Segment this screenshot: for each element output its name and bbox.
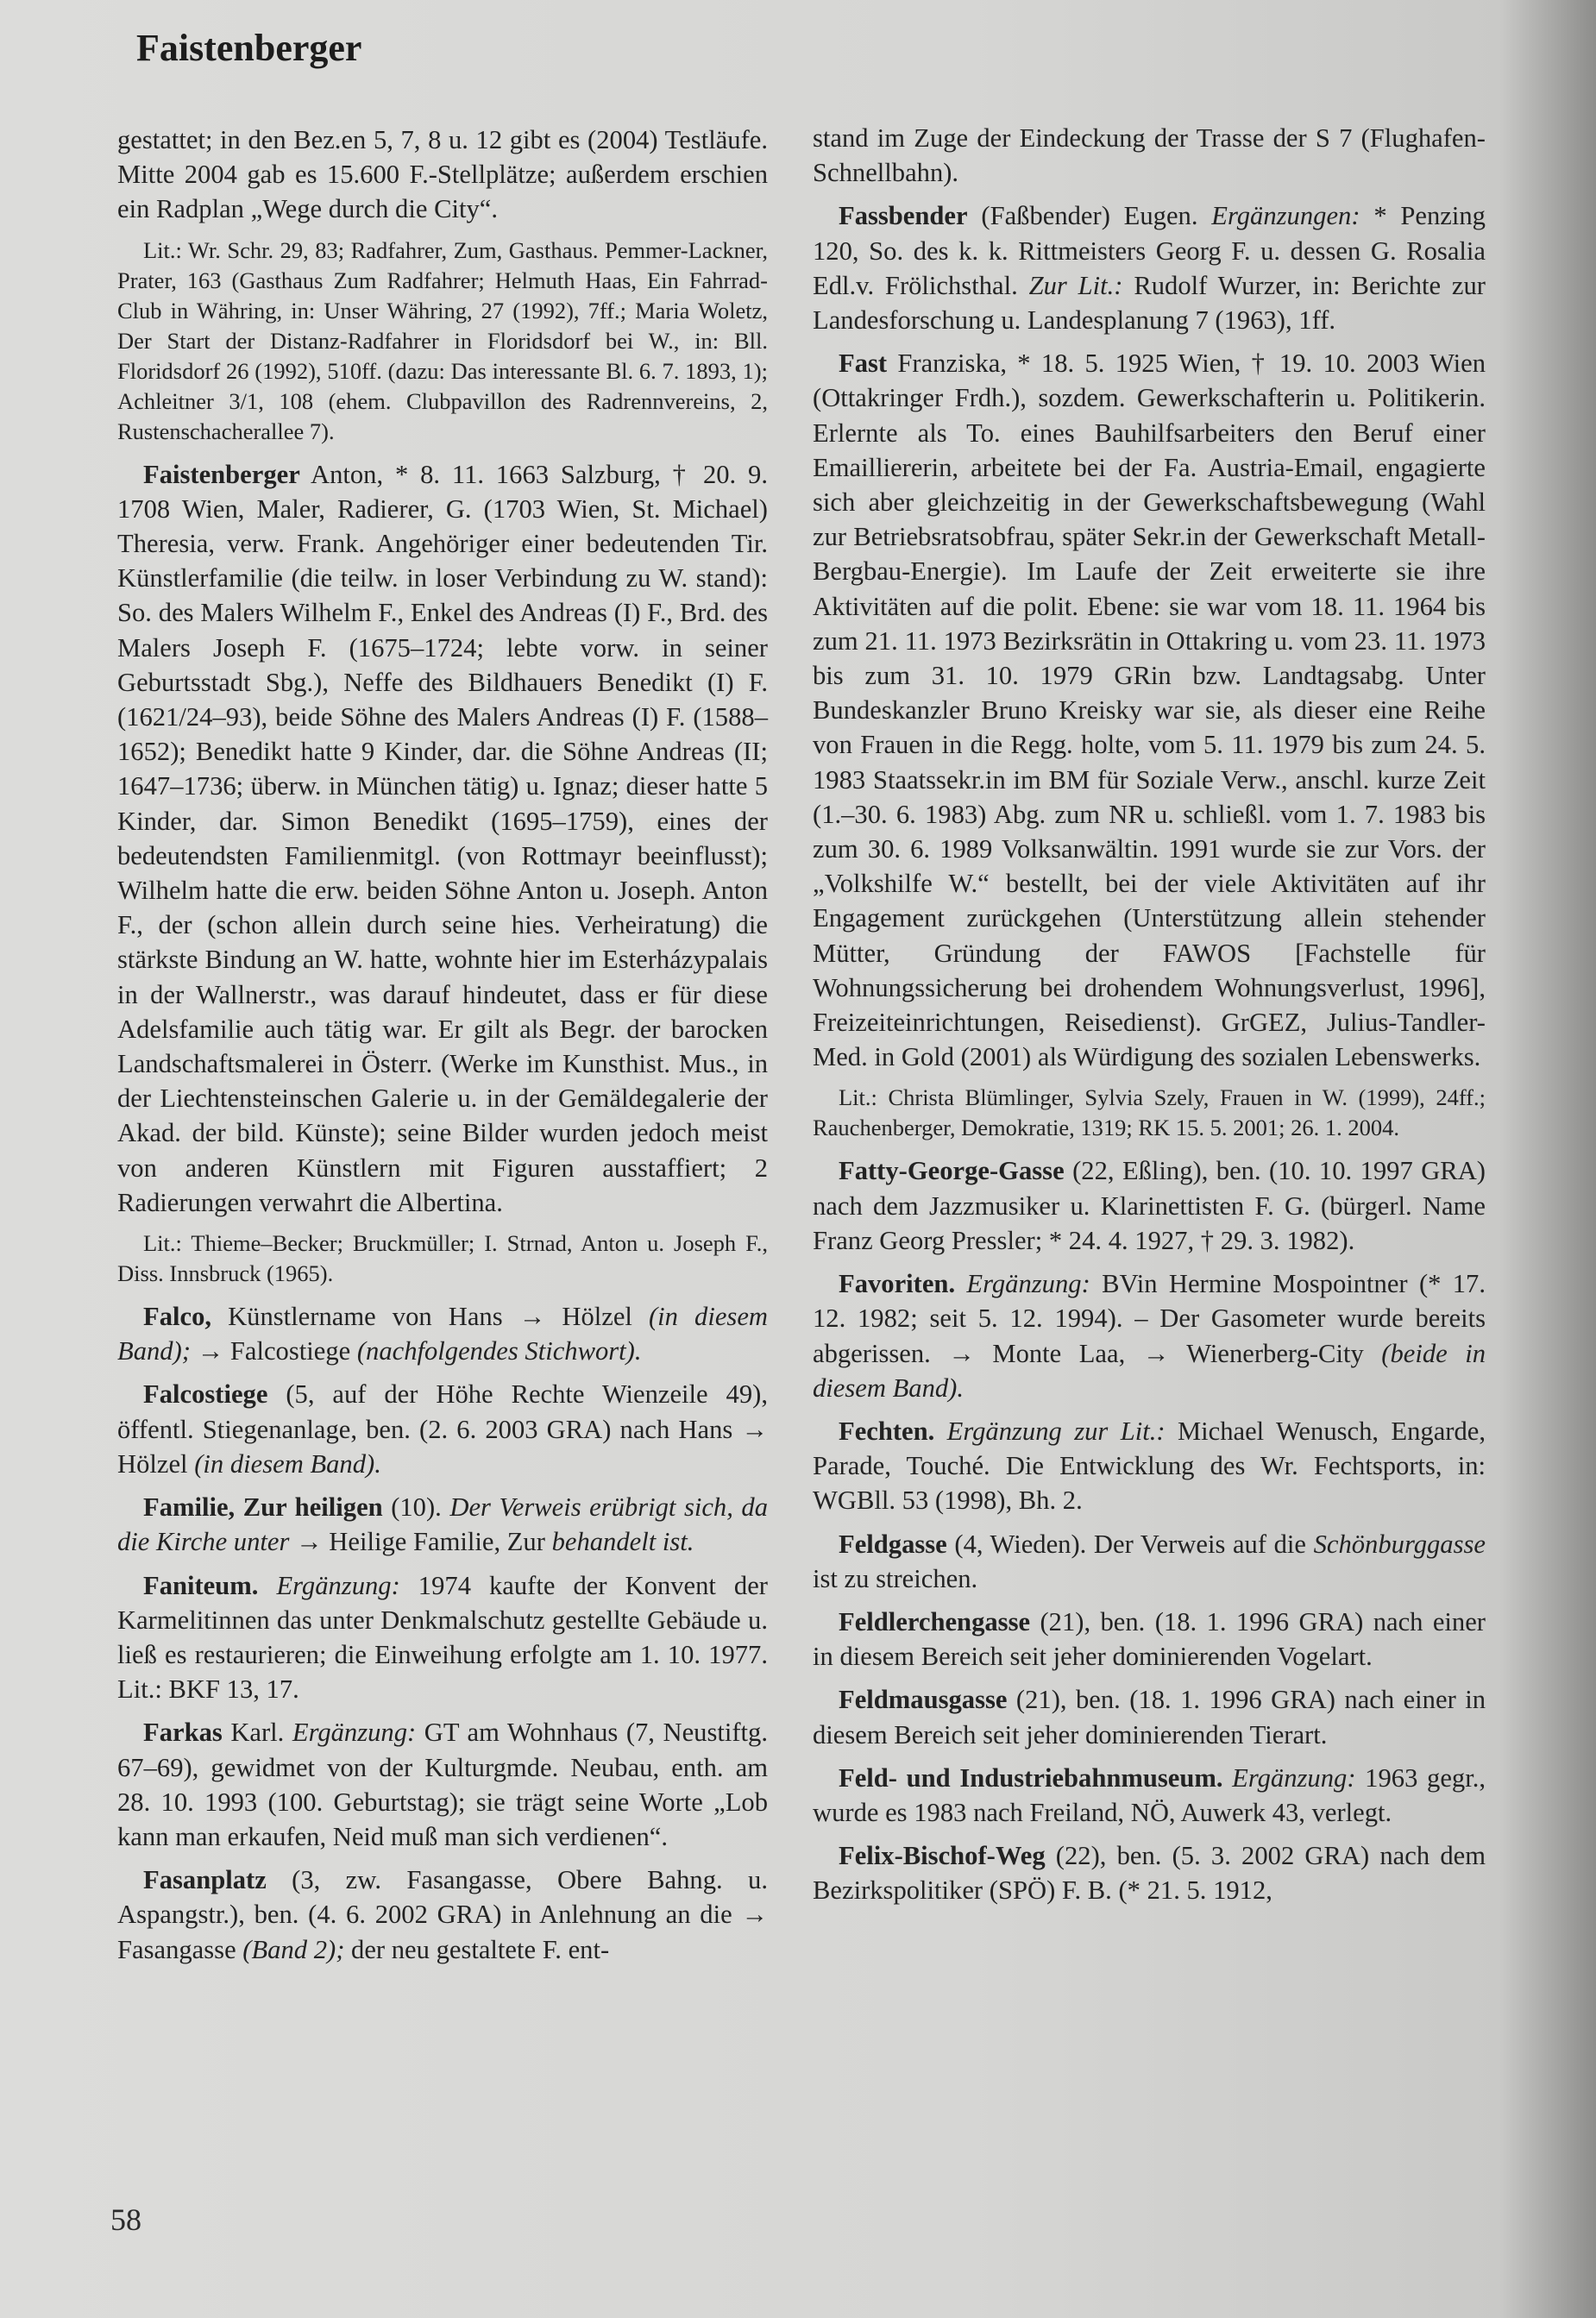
headword: Fast [839,349,888,379]
entry-faniteum [117,1568,768,1707]
entry-text: * Penzing 120, So. des k. k. Rittmeisters Georg F. u. dessen G. Rosalia Edl.v. Frölichsthal. [813,201,1486,300]
entry-familie [117,1490,768,1559]
entry-favoriten [813,1266,1486,1405]
entry-italic: (beide in diesem Band). [813,1338,1486,1403]
headword: Feldmausgasse [839,1685,1008,1715]
entry-text: der neu gestaltete F. ent- [344,1934,610,1964]
entry-italic: Ergänzung zur Lit.: [934,1416,1166,1446]
entry-italic: behandelt ist. [551,1527,694,1557]
entry-text: 1963 gegr., wurde es 1983 nach Freiland, NÖ, Auwerk 43, verlegt. [813,1762,1486,1827]
literature-note: Lit.: Christa Blümlinger, Sylvia Szely, Frauen in W. (1999), 24ff.; Rauchenberger, Demokratie, 1319; RK 15. 5. 2001; 26. 1. 2004. [813,1084,1486,1141]
entry-text: Karl. [222,1718,292,1748]
entry-text: Michael Wenusch, Engarde, Parade, Touché. Die Entwicklung des Wr. Fechtsports, in: WGBll. 53 (1998), Bh. 2. [813,1416,1486,1516]
headword: Familie, Zur heiligen [143,1492,383,1523]
headword: Felix-Bischof-Weg [839,1841,1046,1871]
entry-text: (21), ben. (18. 1. 1996 GRA) nach einer in diesem Bereich seit jeher dominierenden Vogelart. [813,1606,1486,1672]
headword: Feld- und Industriebahnmuseum. [839,1762,1223,1793]
entry-italic: Ergänzung: [292,1718,417,1748]
headword: Falcostiege [143,1379,268,1410]
entry-fasanplatz [117,1863,768,1967]
headword: Falco, [143,1302,212,1332]
headword: Feldgasse [839,1529,947,1559]
entry-text: Rudolf Wurzer, in: Berichte zur Landesforschung u. Landesplanung 7 (1963), 1ff. [813,270,1486,336]
right-column [813,121,1486,1917]
entry-text: (Faßbender) Eugen. [967,201,1212,231]
entry-italic: (nachfolgendes Stichwort). [356,1336,642,1366]
entry-feldmausgasse [813,1682,1486,1751]
headword: Feldlerchengasse [839,1606,1031,1636]
entry-text: Künstlername von Hans → Hölzel [211,1302,649,1332]
entry-fechten [813,1414,1486,1518]
entry-text: BVin Hermine Mospointner (* 17. 12. 1982; seit 5. 12. 1994). – Der Gasometer wurde bereits abgerissen. → Monte Laa, → Wienerberg-City [813,1269,1486,1368]
left-column [117,122,768,1976]
entry-italic: Ergänzung: [955,1269,1090,1299]
entry-fatty-george-gasse [813,1153,1486,1258]
headword: Fassbender [839,201,968,231]
entry-text: (3, zw. Fasangasse, Obere Bahng. u. Aspangstr.), ben. (4. 6. 2002 GRA) in Anlehnung an die → Fasangasse [117,1865,768,1964]
entry-text: → Heilige Familie, Zur [289,1527,552,1557]
literature-note: Lit.: Thieme–Becker; Bruckmüller; I. Strnad, Anton u. Joseph F., Diss. Innsbruck (1965). [117,1230,768,1287]
entry-feld-und-industriebahnmuseum [813,1761,1486,1830]
entry-italic: Der Verweis erübrigt sich, da die Kirche unter [117,1492,768,1557]
entry-text: (22, Eßling), ben. (10. 10. 1997 GRA) nach dem Jazzmusiker u. Klarinettisten F. G. (bürgerl. Name Franz Georg Pressler; * 24. 4. 1927, † 29. 3. 1982). [813,1156,1486,1255]
entry-italic: Zur Lit.: [1028,270,1123,300]
entry-felix-bischof-weg [813,1838,1486,1907]
entry-text: ist zu streichen. [813,1563,978,1593]
entry-text: (5, auf der Höhe Rechte Wienzeile 49), öffentl. Stiegenanlage, ben. (2. 6. 2003 GRA) nach Hans → Hölzel [117,1379,768,1479]
headword: Faniteum. [143,1570,259,1600]
entry-italic: Ergänzung: [258,1570,400,1600]
entry-italic: Schönburggasse [1313,1529,1486,1559]
headword: Faistenberger [143,459,300,489]
entry-text: (10). [382,1492,450,1523]
headword: Farkas [143,1718,223,1748]
entry-falco [117,1299,768,1368]
entry-text: GT am Wohnhaus (7, Neustiftg. 67–69), gewidmet von der Kulturgmde. Neubau, enth. am 28. 10. 1993 (100. Geburtstag); sie trägt seine Worte „Lob kann man erkaufen, Neid muß man sich verdienen“. [117,1718,768,1851]
literature-note: Lit.: Wr. Schr. 29, 83; Radfahrer, Zum, Gasthaus. Pemmer-Lackner, Prater, 163 (Gasthaus Zum Radfahrer; Helmuth Haas, Ein Fahrrad-Club in Währing, in: Unser Währing, 27 (1992), 7ff.; Maria Woletz, Der Start der Distanz-Radfahrer in Floridsdorf bei W., in: Bll. Floridsdorf 26 (1992), 510ff. (dazu: Das interessante Bl. 6. 7. 1893, 1); Achleitner 3/1, 108 (ehem. Clubpavillon des Radrennvereins, 2, Rustenschacherallee 7). [117,236,768,444]
entry-italic: (in diesem Band); [117,1302,768,1366]
entry-farkas [117,1715,768,1854]
entry-italic: Ergänzungen: [1211,201,1360,231]
headword: Fatty-George-Gasse [839,1156,1065,1186]
entry-italic: (Band 2); [242,1934,345,1964]
entry-text: 1974 kaufte der Konvent der Karmelitinnen das unter Denkmalschutz gestellte Gebäude u. ließ es restaurieren; die Einweihung erfolgte am 1. 10. 1977. Lit.: BKF 13, 17. [117,1570,769,1705]
headword: Fasanplatz [143,1865,267,1895]
entry-text: (22), ben. (5. 3. 2002 GRA) nach dem Bezirkspolitiker (SPÖ) F. B. (* 21. 5. 1912, [813,1841,1486,1906]
entry-text: (21), ben. (18. 1. 1996 GRA) nach einer in diesem Bereich seit jeher dominierenden Tierart. [813,1685,1486,1749]
entry-fast [813,346,1486,1074]
running-title: Faistenberger [136,27,362,69]
entry-text: (4, Wieden). Der Verweis auf die [946,1529,1314,1559]
headword: Fechten. [839,1416,935,1446]
entry-italic: Ergänzung: [1222,1762,1356,1793]
entry-falcostiege [117,1377,768,1481]
entry-feldgasse [813,1527,1486,1596]
headword: Favoriten. [839,1269,956,1299]
continued-paragraph: gestattet; in den Bez.en 5, 7, 8 u. 12 gibt es (2004) Testläufe. Mitte 2004 gab es 15.600 F.-Stellplätze; außerdem erschien ein Radplan „Wege durch die City“. [117,125,768,224]
entry-fassbender [813,198,1486,337]
entry-faistenberger [117,457,768,1220]
entry-italic: (in diesem Band). [194,1448,381,1479]
page-number: 58 [110,2202,141,2237]
entry-text: Franziska, * 18. 5. 1925 Wien, † 19. 10. 2003 Wien (Ottakringer Frdh.), sozdem. Gewerkschafterin u. Politikerin. Erlernte als To. eines Bauhilfsarbeiters den Beruf einer Emailliererin, arbeitete bei der Fa. Austria-Email, engagierte sich aber gleichzeitig in der Gewerkschaftsbewegung (Wahl zur Betriebsratsobfrau, später Sekr.in der Gewerkschaft Metall-Bergbau-Energie). Im Laufe der Zeit erweiterte sie ihre Aktivitäten auf die polit. Ebene: sie war vom 18. 11. 1964 bis zum 21. 11. 1973 Bezirksrätin in Ottakring u. vom 23. 11. 1973 bis zum 31. 10. 1979 GRin bzw. Landtagsabg. Unter Bundeskanzler Bruno Kreisky war sie, als dieser eine Reihe von Frauen in die Regg. holte, vom 5. 11. 1979 bis zum 24. 5. 1983 Staatssekr.in im BM für Soziale Verw., anschl. kurze Zeit (1.–30. 6. 1983) Abg. zum NR u. schließl. vom 1. 7. 1983 bis zum 30. 6. 1989 Volksanwältin. 1991 wurde sie zur Vors. der „Volkshilfe W.“ bestellt, bei der viele Aktivitäten auf ihr Engagement zurückgehen (Unterstützung allein stehender Mütter, Gründung der FAWOS [Fachstelle für Wohnungssicherung bei drohendem Wohnungsverlust, 1996], Freizeiteinrichtungen, Reisedienst). GrGEZ, Julius-Tandler-Med. in Gold (2001) als Würdigung des sozialen Lebenswerks. [813,349,1486,1072]
continued-paragraph: stand im Zuge der Eindeckung der Trasse der S 7 (Flughafen-Schnellbahn). [813,123,1486,188]
entry-text: → Falcostiege [190,1336,357,1366]
entry-feldlerchengasse [813,1605,1486,1674]
entry-text: Anton, * 8. 11. 1663 Salzburg, † 20. 9. 1708 Wien, Maler, Radierer, G. (1703 Wien, St. Michael) Theresia, verw. Frank. Angehöriger einer bedeutenden Tir. Künstlerfamilie (die teilw. in loser Verbindung zu W. stand): So. des Malers Wilhelm F., Enkel des Andreas (I) F., Brd. des Malers Joseph F. (1675–1724; lebte vorw. in seiner Geburtsstadt Sbg.), Neffe des Bildhauers Benedikt (I) F. (1621/24–93), beide Söhne des Malers Andreas (I) F. (1588–1652); Benedikt hatte 9 Kinder, dar. die Söhne Andreas (II; 1647–1736; überw. in München tätig) u. Ignaz; dieser hatte 5 Kinder, dar. Simon Benedikt (1695–1759), eines der bedeutendsten Familienmitgl. (von Rottmayr beeinflusst); Wilhelm hatte die erw. beiden Söhne Anton u. Joseph. Anton F., der (schon allein durch seine hies. Verheiratung) die stärkste Bindung an W. hatte, wohnte hier im Esterházypalais in der Wallnerstr., was darauf hindeutet, dass er für diese Adelsfamilie auch tätig war. Er gilt als Begr. der barocken Landschaftsmalerei in Österr. (Werke im Kunsthist. Mus., in der Liechtensteinschen Galerie u. in der Gemäldegalerie der Akad. der bild. Künste); seine Bilder wurden jedoch meist von anderen Künstlern mit Figuren ausstaffiert; 2 Radierungen verwahrt die Albertina. [117,459,768,1217]
